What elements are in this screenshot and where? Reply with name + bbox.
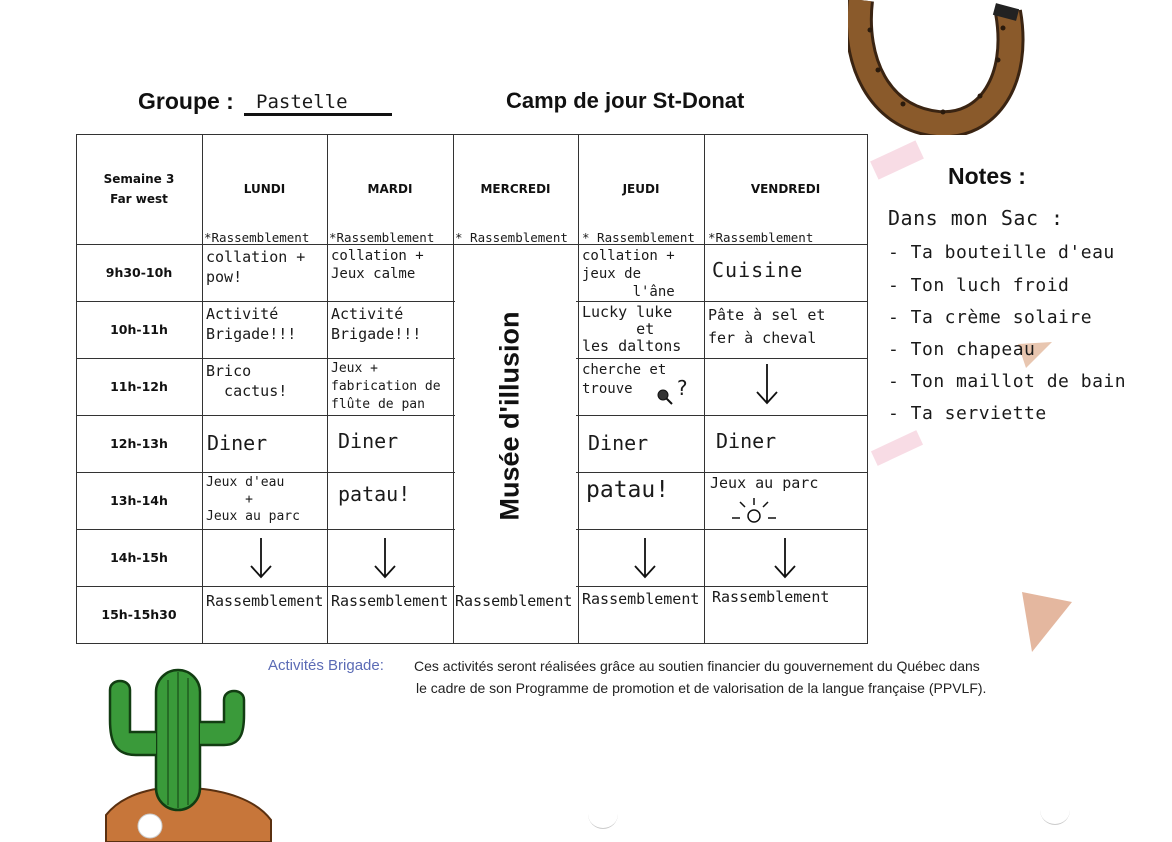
groupe-value: Pastelle bbox=[244, 88, 392, 116]
down-arrow-icon bbox=[372, 536, 398, 580]
rassemblement-mercredi: * Rassemblement bbox=[455, 230, 568, 245]
cell-mardi-15h: Rassemblement bbox=[331, 592, 449, 610]
punch-hole bbox=[588, 814, 618, 829]
brigade-text-line2: le cadre de son Programme de promotion et de valorisation de la langue française (PPVLF). bbox=[416, 680, 987, 696]
cell-lundi-13h: Jeux d'eau + Jeux au parc bbox=[206, 475, 300, 524]
notes-item: - Ta crème solaire bbox=[888, 307, 1093, 328]
cell-mercredi-15h: Rassemblement bbox=[455, 592, 573, 610]
day-header-mardi: MARDI bbox=[367, 182, 413, 196]
time-slot: 12h-13h bbox=[110, 436, 168, 451]
page-title: Camp de jour St-Donat bbox=[506, 88, 745, 113]
cell-jeudi-9h30: collation + jeux de l'âne bbox=[582, 248, 675, 300]
time-slot: 13h-14h bbox=[110, 493, 168, 508]
tan-mark bbox=[1018, 590, 1074, 654]
cell-mercredi-musee: Musée d'illusion bbox=[494, 311, 525, 521]
cell-jeudi-12h: Diner bbox=[588, 431, 649, 455]
pink-mark bbox=[871, 430, 923, 466]
cell-lundi-9h30: collation + pow! bbox=[206, 248, 306, 286]
cell-vendredi-13h: Jeux au parc bbox=[710, 474, 819, 492]
groupe-label: Groupe : bbox=[138, 88, 234, 114]
time-slot: 15h-15h30 bbox=[101, 607, 177, 622]
cell-jeudi-13h: patau! bbox=[586, 477, 670, 503]
notes-item: - Ton chapeau bbox=[888, 339, 1036, 360]
week-theme: Far west bbox=[110, 192, 168, 206]
notes-item: - Ton maillot de bain bbox=[888, 371, 1127, 392]
rassemblement-jeudi: * Rassemblement bbox=[582, 230, 695, 245]
cell-jeudi-10h: Lucky luke et les daltons bbox=[582, 303, 682, 355]
notes-item: Dans mon Sac : bbox=[888, 206, 1064, 230]
sun-icon bbox=[726, 496, 782, 530]
cell-mardi-9h30: collation + Jeux calme bbox=[331, 248, 424, 282]
notes-title: Notes : bbox=[948, 163, 1026, 189]
question-mark: ? bbox=[676, 376, 689, 400]
cell-vendredi-12h: Diner bbox=[716, 429, 777, 453]
cell-mardi-11h: Jeux + fabrication de flûte de pan bbox=[331, 361, 441, 412]
cell-vendredi-15h: Rassemblement bbox=[712, 588, 830, 606]
day-header-mercredi: MERCREDI bbox=[480, 182, 551, 196]
day-header-jeudi: JEUDI bbox=[622, 182, 660, 196]
rassemblement-vendredi: *Rassemblement bbox=[708, 230, 814, 245]
time-slot: 9h30-10h bbox=[105, 265, 173, 280]
notes-item: - Ton luch froid bbox=[888, 275, 1070, 296]
down-arrow-icon bbox=[772, 536, 798, 580]
time-slot: 10h-11h bbox=[110, 322, 168, 337]
cell-jeudi-15h: Rassemblement bbox=[582, 590, 700, 608]
pink-mark bbox=[870, 140, 924, 179]
down-arrow-icon bbox=[248, 536, 274, 580]
down-arrow-icon bbox=[632, 536, 658, 580]
day-header-lundi: LUNDI bbox=[243, 182, 286, 196]
week-number: Semaine 3 bbox=[103, 172, 175, 186]
horseshoe-icon bbox=[848, 0, 1028, 135]
notes-item: - Ta serviette bbox=[888, 403, 1047, 424]
schedule-table bbox=[76, 134, 868, 644]
cell-mardi-12h: Diner bbox=[338, 429, 399, 453]
cell-lundi-11h: Brico cactus! bbox=[206, 362, 288, 400]
rassemblement-lundi: *Rassemblement bbox=[204, 230, 310, 245]
day-header-vendredi: VENDREDI bbox=[750, 182, 821, 196]
week-label bbox=[76, 134, 202, 244]
brigade-text-line1: Ces activités seront réalisées grâce au soutien financier du gouvernement du Québec dans bbox=[414, 658, 980, 674]
cell-lundi-15h: Rassemblement bbox=[206, 592, 324, 610]
punch-hole bbox=[1040, 810, 1070, 825]
magnifier-icon bbox=[656, 388, 674, 406]
cell-vendredi-10h: Pâte à sel et fer à cheval bbox=[708, 306, 826, 347]
time-slot: 11h-12h bbox=[110, 379, 168, 394]
cell-lundi-12h: Diner bbox=[207, 431, 268, 455]
down-arrow-icon bbox=[754, 362, 780, 406]
cell-jeudi-11h: cherche et trouve bbox=[582, 362, 667, 397]
cell-mardi-10h: Activité Brigade!!! bbox=[331, 305, 422, 343]
time-slot: 14h-15h bbox=[110, 550, 168, 565]
cell-vendredi-9h30: Cuisine bbox=[712, 258, 804, 282]
rassemblement-mardi: *Rassemblement bbox=[329, 230, 435, 245]
cell-mardi-13h: patau! bbox=[338, 482, 411, 506]
cactus-icon bbox=[96, 660, 276, 842]
cell-lundi-10h: Activité Brigade!!! bbox=[206, 305, 297, 343]
notes-item: - Ta bouteille d'eau bbox=[888, 242, 1115, 263]
brigade-label: Activités Brigade: bbox=[268, 657, 384, 674]
